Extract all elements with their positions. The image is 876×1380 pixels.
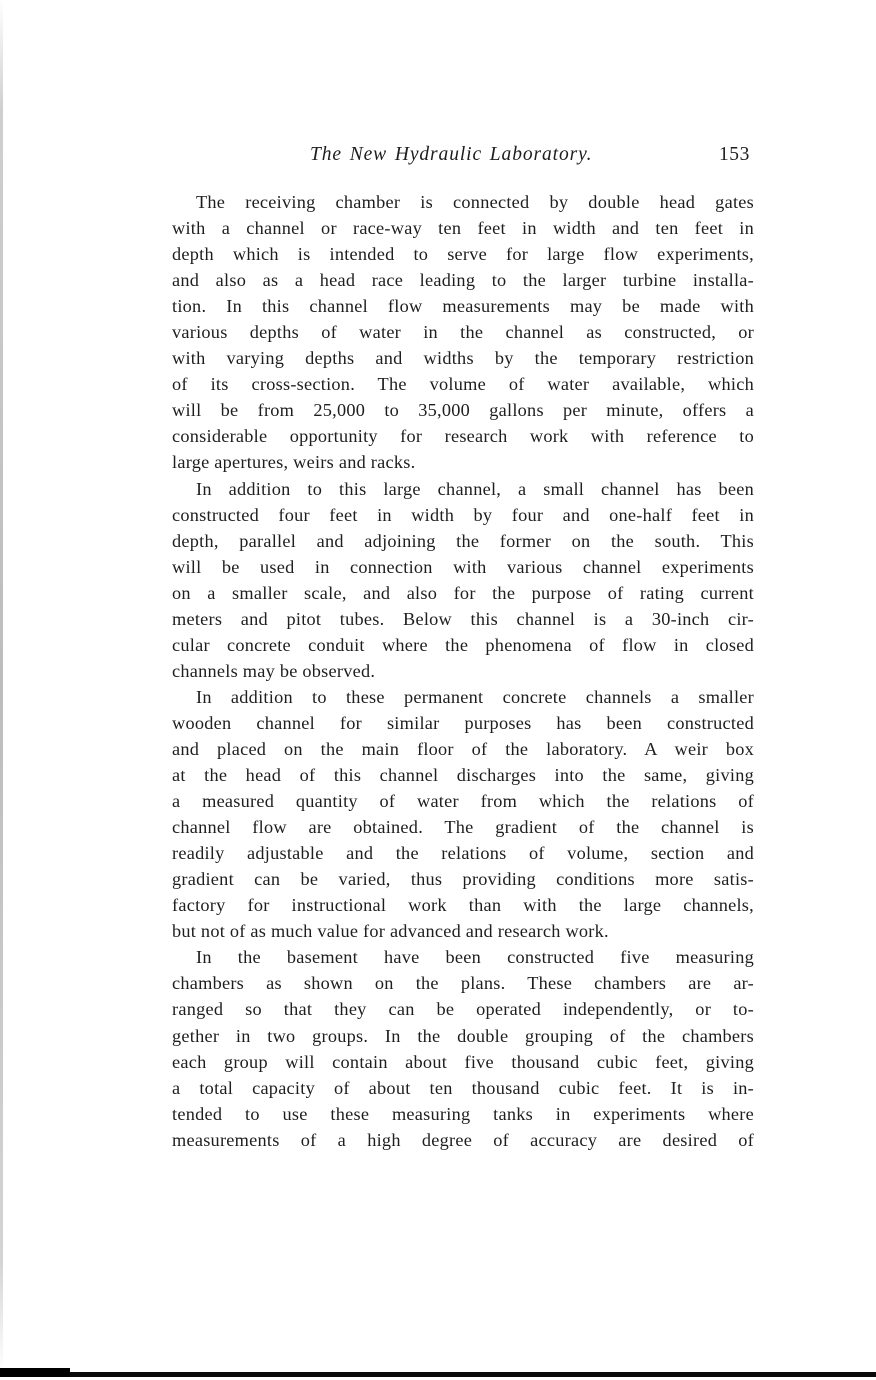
scan-bottom-rule	[0, 1372, 876, 1377]
text-line: measurements of a high degree of accuracy are desired of	[172, 1129, 754, 1150]
page-number: 153	[718, 144, 750, 165]
running-head	[172, 144, 754, 172]
text-line: In addition to this large channel, a small channel has been	[196, 478, 754, 499]
text-line: meters and pitot tubes. Below this channel is a 30-inch cir-	[172, 608, 754, 629]
text-line: at the head of this channel discharges into the same, giving	[172, 765, 754, 786]
text-line: ranged so that they can be operated independently, or to-	[172, 999, 754, 1020]
paragraph-wooden-channel	[172, 684, 754, 944]
text-line: with a channel or race-way ten feet in width and ten feet in	[172, 218, 754, 239]
text-line: constructed four feet in width by four and one-half feet in	[172, 504, 754, 525]
text-line: gether in two groups. In the double grouping of the chambers	[172, 1025, 754, 1046]
paragraph-measuring-chambers	[172, 944, 754, 1152]
text-line: a total capacity of about ten thousand cubic feet. It is in-	[172, 1077, 754, 1098]
text-line: will be used in connection with various channel experiments	[172, 556, 754, 577]
text-line: tion. In this channel flow measurements may be made with	[172, 296, 754, 317]
body-text	[172, 189, 754, 1153]
text-line: will be from 25,000 to 35,000 gallons per minute, offers a	[172, 400, 754, 421]
text-line: readily adjustable and the relations of volume, section and	[172, 843, 754, 864]
text-line: and placed on the main floor of the laboratory. A weir box	[172, 738, 754, 759]
text-line: a measured quantity of water from which the relations of	[172, 791, 754, 812]
text-line: wooden channel for similar purposes has been constructed	[172, 712, 754, 733]
text-line: factory for instructional work than with the large channels,	[172, 895, 754, 916]
text-line: The receiving chamber is connected by double head gates	[196, 192, 754, 212]
text-line: depth which is intended to serve for large flow experiments,	[172, 244, 754, 265]
text-line: and also as a head race leading to the larger turbine installa-	[172, 270, 754, 291]
text-line: cular concrete conduit where the phenomena of flow in closed	[172, 634, 754, 655]
paragraph-small-channel	[172, 476, 754, 684]
text-line: channel flow are obtained. The gradient of the channel is	[172, 817, 754, 838]
text-line: gradient can be varied, thus providing conditions more satis-	[172, 869, 754, 890]
text-line: but not of as much value for advanced and research work.	[172, 921, 609, 942]
text-line: of its cross-section. The volume of water available, which	[172, 374, 754, 395]
paragraph-receiving-chamber	[172, 189, 754, 476]
text-line: tended to use these measuring tanks in experiments where	[172, 1103, 754, 1124]
text-line: considerable opportunity for research work with reference to	[172, 426, 754, 447]
text-line: various depths of water in the channel as constructed, or	[172, 322, 754, 343]
text-line: each group will contain about five thousand cubic feet, giving	[172, 1051, 754, 1072]
scan-bottom-rule-corner	[0, 1368, 70, 1377]
text-line: chambers as shown on the plans. These chambers are ar-	[172, 973, 754, 994]
text-line: In the basement have been constructed five measuring	[196, 947, 754, 968]
text-line: with varying depths and widths by the temporary restriction	[172, 348, 754, 369]
text-line: In addition to these permanent concrete channels a smaller	[196, 686, 754, 707]
text-line: depth, parallel and adjoining the former on the south. This	[172, 530, 754, 551]
text-line: channels may be observed.	[172, 660, 376, 681]
scan-left-edge	[0, 0, 3, 1372]
text-line: on a smaller scale, and also for the purpose of rating current	[172, 582, 754, 603]
running-title: The New Hydraulic Laboratory.	[310, 144, 593, 165]
text-line: large apertures, weirs and racks.	[172, 452, 416, 473]
